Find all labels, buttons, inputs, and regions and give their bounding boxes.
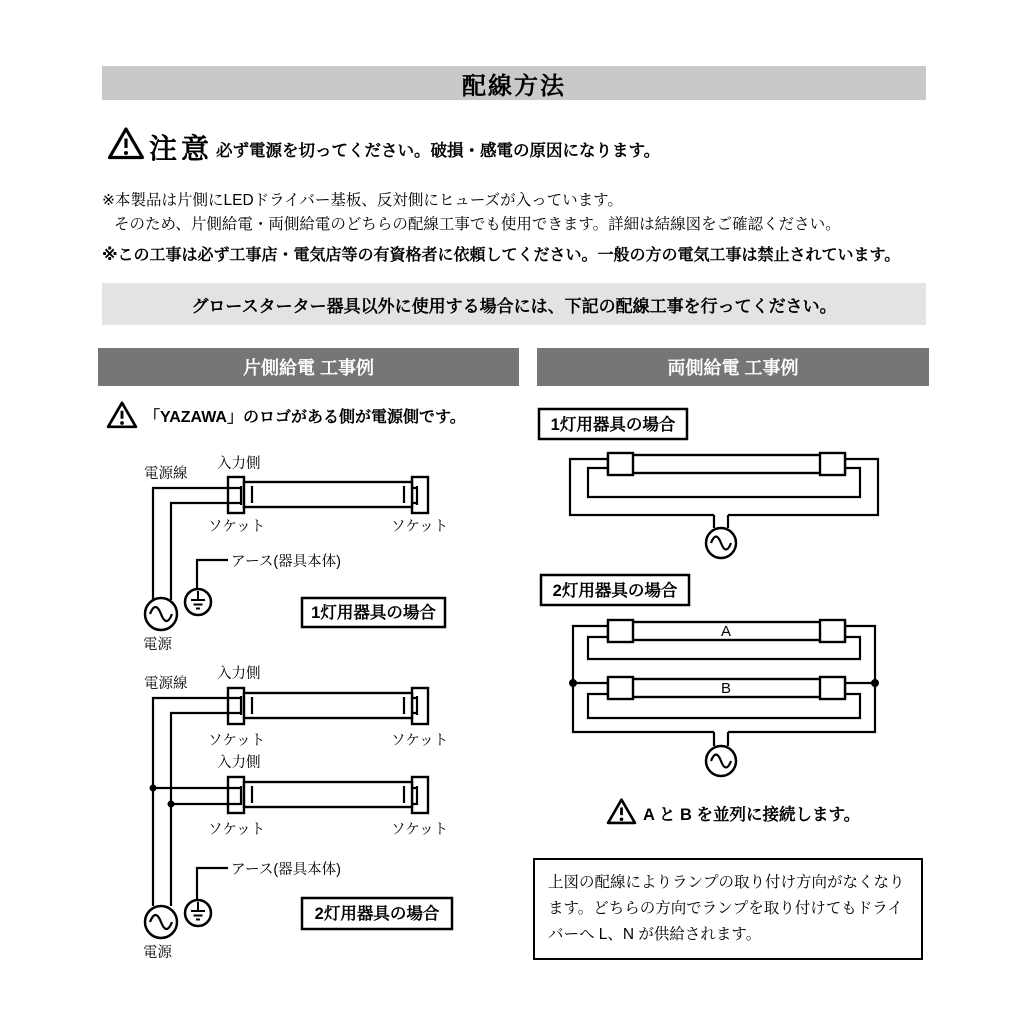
note-line-1: ※本製品は片側にLEDドライバー基板、反対側にヒューズが入っています。 (102, 192, 623, 209)
lamp-tube-1 (244, 693, 412, 718)
label-input-side: 入力側 (217, 666, 261, 682)
instruction-bar: グロースターター器具以外に使用する場合には、下記の配線工事を行ってください。 (102, 283, 926, 325)
page-title: 配線方法 (102, 66, 926, 100)
label-socket: ソケット (208, 822, 266, 838)
note-box-line-3: バーへ L、N が供給されます。 (548, 926, 762, 943)
label-input-side: 入力側 (217, 456, 261, 472)
note-line-3: ※この工事は必ず工事店・電気店等の有資格者に依頼してください。一般の方の電気工事は禁止されています。 (102, 247, 901, 264)
warning-triangle-icon (106, 400, 138, 430)
parallel-connection-note: A と B を並列に接続します。 (643, 806, 861, 824)
tube-b-cap-left (608, 677, 633, 699)
label-socket: ソケット (391, 519, 449, 535)
ac-source-icon (706, 528, 736, 558)
caption-1lamp: 1灯用器具の場合 (550, 416, 676, 434)
socket-right (412, 477, 428, 513)
earth-lead (197, 560, 228, 589)
tube-b-cap-right (820, 677, 845, 699)
tube-b-label: B (720, 680, 732, 697)
tube-cap-right (820, 453, 845, 475)
caption-2lamp: 2灯用器具の場合 (552, 582, 678, 600)
lamp-tube (244, 482, 412, 507)
socket-right-2 (412, 777, 428, 813)
tube-a-cap-right (820, 620, 845, 642)
tube-a-cap-left (608, 620, 633, 642)
label-earth: アース(器具本体) (231, 554, 341, 570)
lamp-tube (608, 455, 845, 473)
socket-right-1 (412, 688, 428, 724)
caution-heading: 注意 (149, 133, 214, 164)
ac-source-icon (145, 598, 177, 630)
caution-text: 必ず電源を切ってください。破損・感電の原因になります。 (216, 142, 661, 160)
warning-triangle-icon (107, 126, 145, 161)
orientation-note-box (533, 858, 923, 960)
ground-icon (185, 589, 211, 615)
note-box-line-2: ます。どちらの方向でランプを取り付けてもドライ (548, 900, 903, 917)
junction-dot (168, 801, 175, 808)
note-line-2: そのため、片側給電・両側給電のどちらの配線工事でも使用できます。詳細は結線図をご確認ください。 (114, 216, 841, 233)
both-side-1lamp-diagram (530, 405, 930, 565)
label-power-line: 電源線 (144, 466, 188, 482)
source-leads (714, 732, 728, 746)
source-leads (714, 515, 728, 528)
label-earth: アース(器具本体) (231, 862, 341, 878)
label-socket: ソケット (208, 519, 266, 535)
caption-2lamp: 2灯用器具の場合 (314, 905, 440, 923)
note-box-line-1: 上図の配線によりランプの取り付け方向がなくなり (548, 874, 905, 891)
single-side-2lamp-diagram (95, 655, 465, 970)
label-input-side: 入力側 (217, 755, 261, 771)
label-power-line: 電源線 (144, 676, 188, 692)
tube-a-label: A (720, 623, 732, 640)
wire-neutral (171, 503, 241, 600)
both-side-2lamp-diagram (530, 570, 930, 800)
label-socket: ソケット (391, 733, 449, 749)
label-socket: ソケット (391, 822, 449, 838)
junction-dot (871, 679, 879, 687)
label-power: 電源 (143, 637, 172, 653)
label-socket: ソケット (208, 733, 266, 749)
junction-dot (569, 679, 577, 687)
warning-triangle-icon (606, 797, 637, 826)
ac-source-icon (145, 906, 177, 938)
section-header-single-side: 片側給電 工事例 (98, 348, 519, 386)
ground-icon (185, 900, 211, 926)
section-header-both-side: 両側給電 工事例 (537, 348, 929, 386)
caption-1lamp: 1灯用器具の場合 (311, 604, 436, 622)
yazawa-logo-note: 「YAZAWA」のロゴがある側が電源側です。 (144, 409, 466, 426)
label-power: 電源 (143, 945, 172, 961)
earth-lead (197, 868, 228, 900)
lamp-tube-2 (244, 782, 412, 807)
tube-cap-left (608, 453, 633, 475)
single-side-1lamp-diagram (95, 450, 465, 662)
junction-dot (150, 785, 157, 792)
ac-source-icon (706, 746, 736, 776)
